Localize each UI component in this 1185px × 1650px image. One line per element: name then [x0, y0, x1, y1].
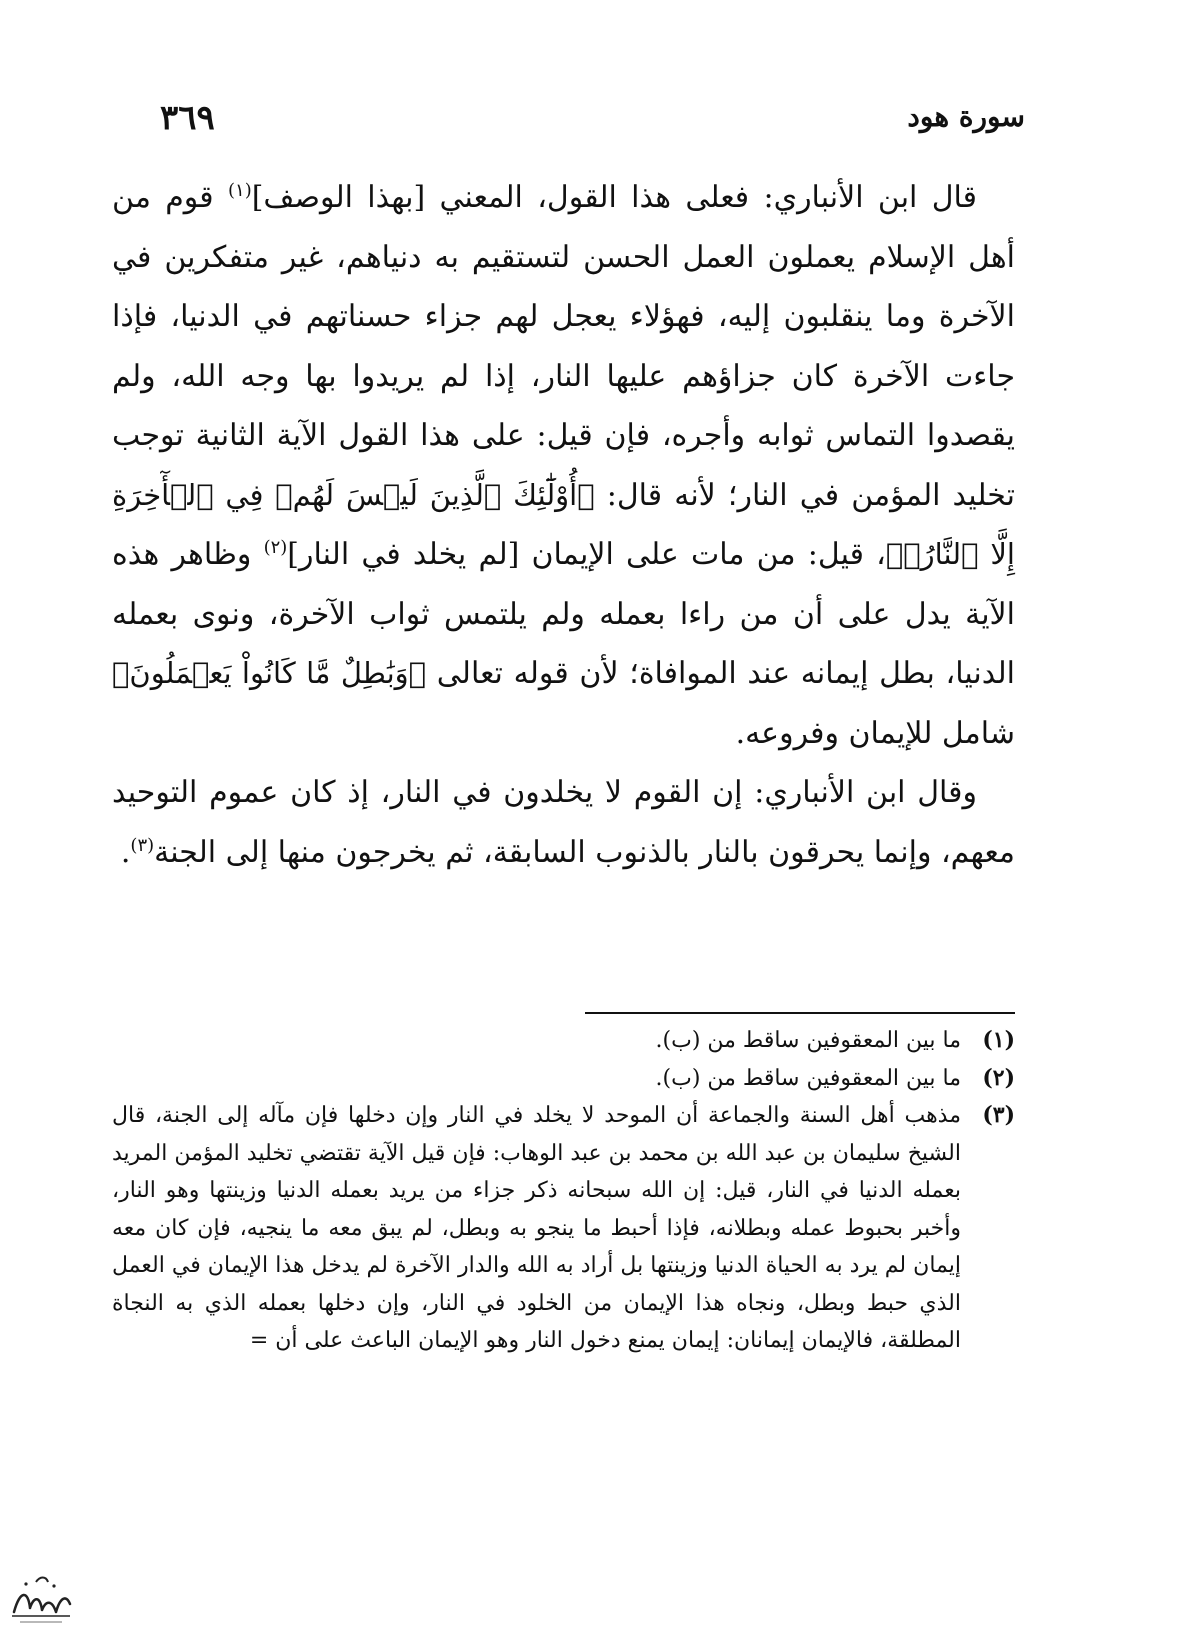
paragraph-1-text-e: شامل للإيمان وفروعه. — [735, 715, 1015, 751]
paragraph-2-text-b: . — [120, 834, 131, 870]
footnote-ref-2: (٢) — [263, 537, 288, 558]
watermark-logo — [6, 1560, 76, 1630]
paragraph-1-text-b: قوم من أهل الإسلام يعملون العمل الحسن لتستقيم به دنياهم، غير متفكرين في الآخرة وما ينقلبون إليه، فهؤلاء يعجل لهم جزاء حسناتهم في الدنيا، فإذا جاءت الآخرة كان جزاؤهم عليها النار، إذا لم يريدوا بها وجه الله، ولم يقصدوا التماس ثوابه وأجره، فإن قيل: على هذا القول الآية الثانية توجب تخليد المؤمن في النار؛ لأنه قال: — [112, 180, 1015, 513]
footnote-text: ما بين المعقوفين ساقط من (ب). — [655, 1028, 961, 1053]
paragraph-2 — [112, 763, 1015, 882]
footnote-number: (٢) — [982, 1064, 1015, 1091]
footnote-number: (١) — [982, 1027, 1015, 1053]
footnote-3 — [112, 1097, 1015, 1360]
paragraph-1-text-c: ، قيل: من مات على الإيمان [لم يخلد في النار] — [287, 537, 886, 572]
quran-verse-2: ﴿وَبَٰطِلٌ مَّا كَانُواْ يَعۡمَلُونَ﴾ — [112, 656, 427, 690]
paragraph-2-text-a: وقال ابن الأنباري: إن القوم لا يخلدون في النار، إذ كان عموم التوحيد معهم، وإنما يحرقون بالنار بالذنوب السابقة، ثم يخرجون منها إلى الجنة — [112, 775, 1015, 870]
footnote-text: ما بين المعقوفين ساقط من (ب). — [655, 1065, 961, 1091]
running-title: سورة هود — [907, 100, 1025, 133]
footnote-2 — [112, 1060, 1015, 1098]
page-number: ٣٦٩ — [160, 98, 215, 138]
quran-verse-1: ﴿أُوْلَٰٓئِكَ ٱلَّذِينَ لَيۡسَ لَهُمۡ فِي ٱلۡأٓخِرَةِ إِلَّا ٱلنَّارُۖ﴾ — [112, 477, 1015, 571]
paragraph-1-text-d: وظاهر هذه الآية يدل على أن من راءا بعمله ولم يلتمس ثواب الآخرة، ونوى بعمله الدنيا، بطل إيمانه عند الموافاة؛ لأن قوله تعالى — [112, 537, 1015, 691]
footnote-1 — [112, 1022, 1015, 1060]
footnote-text: مذهب أهل السنة والجماعة أن الموحد لا يخلد في النار وإن دخلها فإن مآله إلى الجنة، قال الشيخ سليمان بن عبد الله بن محمد بن عبد الوهاب: فإن قيل الآية تقتضي تخليد المؤمن المريد بعمله الدنيا في النار، قيل: إن الله سبحانه ذكر جزاء من يريد بعمله الدنيا وزينتها وهو النار، وأخبر بحبوط عمله وبطلانه، فإذا أحبط ما ينجو به وبطل، لم يبق معه ما ينجيه، فإن كان معه إيمان لم يرد به الحياة الدنيا وزينتها بل أراد به الله والدار الآخرة لم يدخل هذا الإيمان في العمل الذي حبط وبطل، ونجاه هذا الإيمان من الخلود في النار، وإن دخلها بعمله الذي به النجاة المطلقة، فالإيمان إيمانان: إيمان يمنع دخول النار وهو الإيمان الباعث على أن = — [112, 1103, 961, 1353]
footnote-ref-3: (٣) — [130, 834, 155, 856]
page-header — [160, 98, 1025, 146]
paragraph-1 — [112, 168, 1015, 763]
footnotes — [112, 1022, 1015, 1360]
main-text — [112, 168, 1015, 882]
paragraph-1-text-a: قال ابن الأنباري: فعلى هذا القول، المعني [بهذا الوصف] — [251, 180, 977, 215]
footnote-separator — [585, 1012, 1015, 1014]
footnote-number: (٣) — [982, 1102, 1015, 1128]
footnote-ref-1: (١) — [227, 180, 252, 201]
